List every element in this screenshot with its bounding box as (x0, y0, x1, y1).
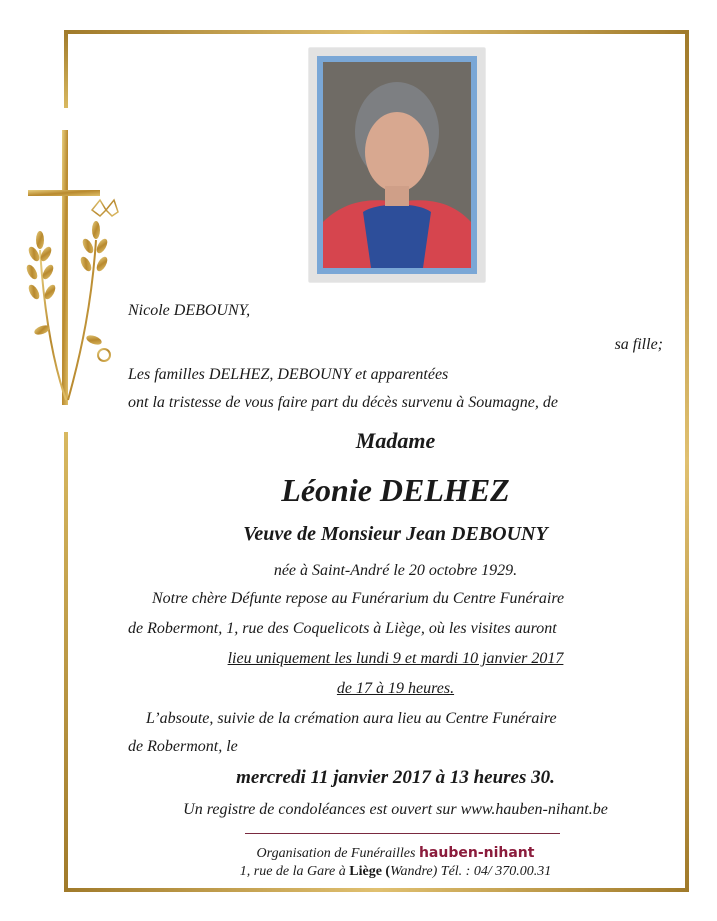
portrait-photo (323, 62, 471, 268)
birth-line: née à Saint-André le 20 octobre 1929. (273, 562, 518, 579)
rest-line-1: Notre chère Défunte repose au Funérarium du Centre Funéraire (152, 590, 565, 607)
families-line: Les familles DELHEZ, DEBOUNY et apparentées (128, 366, 449, 383)
frame-left-border-top (64, 30, 68, 108)
portrait-border (317, 56, 477, 274)
absolution-line-2: de Robermont, le (128, 738, 238, 755)
absolution-line-1: L’absoute, suivie de la crémation aura lieu au Centre Funéraire (146, 710, 557, 727)
deceased-name: Léonie DELHEZ (281, 472, 510, 508)
footer-organisation (128, 845, 663, 862)
visits-line-2: de 17 à 19 heures. (336, 680, 455, 697)
visits-line-1: lieu uniquement les lundi 9 et mardi 10 janvier 2017 (227, 650, 564, 667)
ceremony-date: mercredi 11 janvier 2017 à 13 heures 30. (236, 767, 555, 788)
cross-wheat-ornament-icon (22, 130, 122, 410)
condolence-register-line: Un registre de condoléances est ouvert sur www.hauben-nihant.be (183, 801, 608, 818)
survivor-line: Nicole DEBOUNY, (128, 302, 251, 319)
rest-line-2: de Robermont, 1, rue des Coquelicots à Liège, où les visites auront (128, 620, 557, 637)
widow-line: Veuve de Monsieur Jean DEBOUNY (243, 523, 548, 545)
frame-left-border-bottom (64, 432, 68, 892)
addr-suffix: Wandre) Tél. : 04/ 370.00.31 (390, 864, 552, 879)
frame-bottom-border (64, 888, 689, 892)
announcement-line: ont la tristesse de vous faire part du décès survenu à Soumagne, de (128, 394, 559, 411)
addr-prefix: 1, rue de la Gare à (239, 864, 346, 879)
portrait-frame (309, 48, 485, 282)
frame-right-border (685, 30, 689, 892)
honorific: Madame (355, 428, 436, 453)
org-prefix: Organisation de Funérailles (256, 846, 416, 861)
footer-divider (245, 833, 560, 834)
addr-city: Liège ( (349, 864, 391, 879)
relation-line: sa fille; (614, 336, 663, 353)
frame-top-border (64, 30, 689, 34)
footer-address (128, 864, 663, 880)
brand-logo: hauben-nihant (418, 845, 535, 861)
